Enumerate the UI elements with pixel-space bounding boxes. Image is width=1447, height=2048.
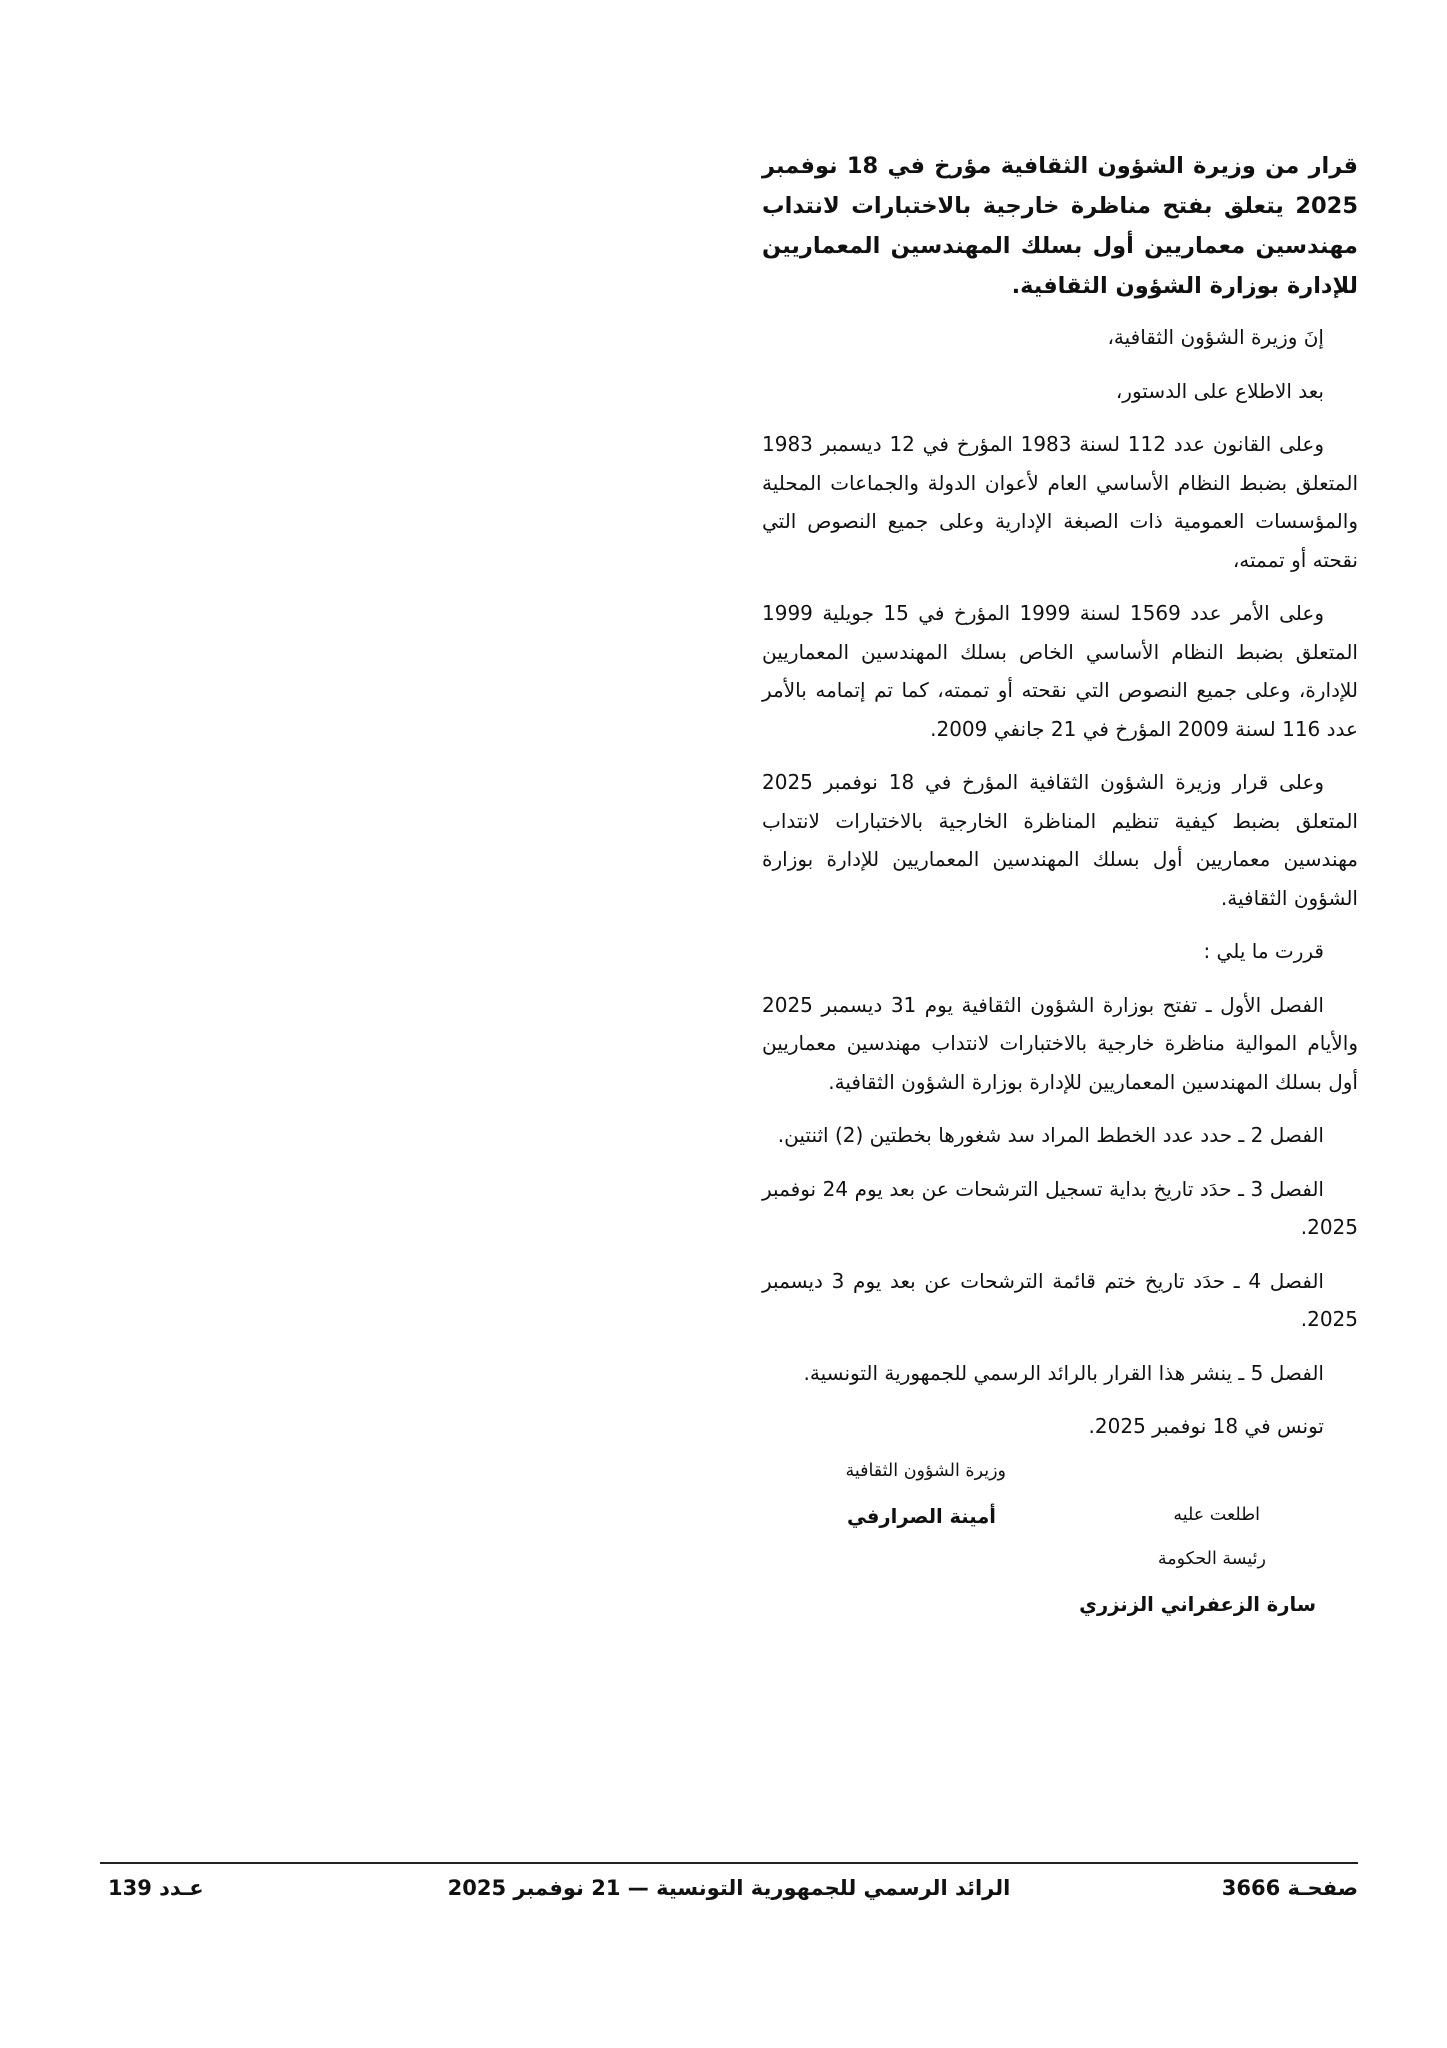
place-date: تونس في 18 نوفمبر 2025. bbox=[1088, 1414, 1324, 1438]
preamble-order-1999: وعلى الأمر عدد 1569 لسنة 1999 المؤرخ في 15 جويلية 1999 المتعلق بضبط النظام الأساسي الخاص بسلك المهندسين المعماريين للإدارة، وعلى جميع النصوص التي نقحته أو تممته، كما تم إتمامه بالأمر عدد 116 لسنة 2009 المؤرخ في 21 جانفي 2009. bbox=[762, 601, 1358, 741]
page-number: صفحـة 3666 bbox=[1221, 1876, 1358, 1900]
preamble-minister: إنَ وزيرة الشؤون الثقافية، bbox=[1107, 325, 1324, 349]
head-of-government-name: سارة الزعفراني الزنزري bbox=[1079, 1592, 1316, 1616]
preamble-decision-2025: وعلى قرار وزيرة الشؤون الثقافية المؤرخ في 18 نوفمبر 2025 المتعلق بضبط كيفية تنظيم المناظرة الخارجية بالاختبارات لانتداب مهندسين معماريين أول بسلك المهندسين المعماريين للإدارة بوزارة الشؤون الثقافية. bbox=[762, 770, 1358, 910]
minister-title: وزيرة الشؤون الثقافية bbox=[845, 1460, 1006, 1481]
article-3: الفصل 3 ـ حدَد تاريخ بداية تسجيل الترشحات عن بعد يوم 24 نوفمبر 2025. bbox=[762, 1176, 1358, 1239]
head-of-government-title: رئيسة الحكومة bbox=[1157, 1548, 1266, 1569]
article-4: الفصل 4 ـ حدَد تاريخ ختم قائمة الترشحات عن بعد يوم 3 ديسمبر 2025. bbox=[762, 1268, 1358, 1331]
article-2: الفصل 2 ـ حدد عدد الخطط المراد سد شغورها بخطتين (2) اثنتين. bbox=[777, 1123, 1324, 1147]
minister-name: أمينة الصرارفي bbox=[846, 1504, 996, 1528]
article-1: الفصل الأول ـ تفتح بوزارة الشؤون الثقافية يوم 31 ديسمبر 2025 والأيام الموالية مناظرة خارجية بالاختبارات لانتداب مهندسين معماريين أول بسلك المهندسين المعماريين للإدارة بوزارة الشؤون الثقافية. bbox=[762, 992, 1358, 1094]
decree-column bbox=[762, 146, 1358, 1661]
gazette-title: الرائد الرسمي للجمهورية التونسية — 21 نوفمبر 2025 bbox=[447, 1876, 1011, 1900]
seen-label: اطلعت عليه bbox=[1173, 1504, 1260, 1525]
decided-heading: قررت ما يلي : bbox=[1203, 939, 1324, 963]
signature-block bbox=[762, 1461, 1358, 1661]
footer-divider bbox=[100, 1862, 1358, 1864]
issue-number: عـدد 139 bbox=[108, 1876, 204, 1900]
page-footer bbox=[100, 1876, 1358, 1912]
preamble-constitution: بعد الاطلاع على الدستور، bbox=[1115, 378, 1324, 403]
decree-title: قرار من وزيرة الشؤون الثقافية مؤرخ في 18 نوفمبر 2025 يتعلق بفتح مناظرة خارجية بالاختبارات لانتداب مهندسين معماريين أول بسلك المهندسين المعماريين للإدارة بوزارة الشؤون الثقافية. bbox=[762, 153, 1358, 299]
preamble-law-1983: وعلى القانون عدد 112 لسنة 1983 المؤرخ في 12 ديسمبر 1983 المتعلق بضبط النظام الأساسي العام لأعوان الدولة والجماعات المحلية والمؤسسات العمومية ذات الصبغة الإدارية وعلى جميع النصوص التي نقحته أو تممته، bbox=[762, 432, 1358, 572]
article-5: الفصل 5 ـ ينشر هذا القرار بالرائد الرسمي للجمهورية التونسية. bbox=[803, 1360, 1324, 1385]
